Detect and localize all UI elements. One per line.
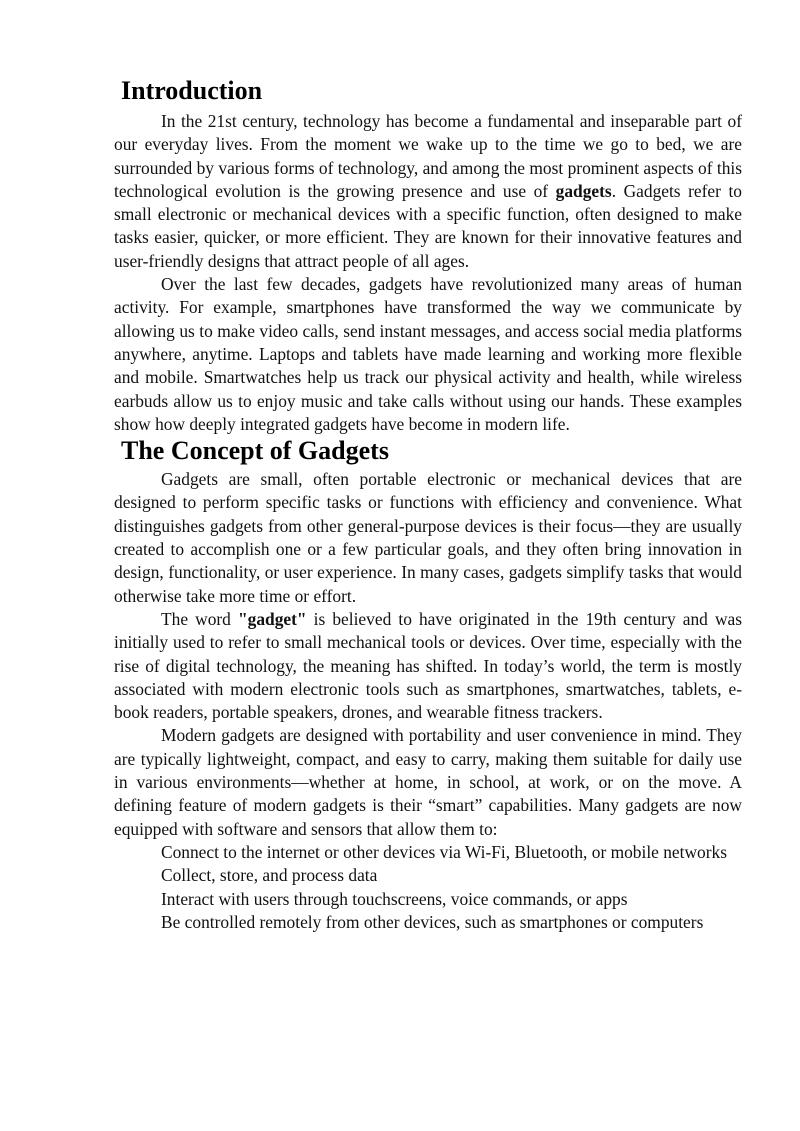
list-item: Be controlled remotely from other devices, such as smartphones or computers: [161, 911, 704, 932]
paragraph-text: is believed to have originated in the 19th century and was initially used to refer to small mechanical tools or devices. Over time, especially with the rise of digital technology, the meaning has shifted. In today’s world, the term is mostly associated with modern electronic tools such as smartphones, smartwatches, tablets, e-book readers, portable speakers, drones, and wearable fitness trackers.: [114, 608, 742, 723]
paragraph-intro-1: [114, 110, 742, 273]
paragraph-text: The word: [161, 608, 238, 629]
capability-list: [114, 841, 742, 934]
section-heading-concept-of-gadgets: The Concept of Gadgets: [121, 436, 389, 466]
paragraph-concept-3: Modern gadgets are designed with portability and user convenience in mind. They are typically lightweight, compact, and easy to carry, making them suitable for daily use in various environments—whether at home, in school, at work, or on the move. A defining feature of modern gadgets is their “smart” capabilities. Many gadgets are now equipped with software and sensors that allow them to:: [114, 725, 742, 839]
list-item: Interact with users through touchscreens, voice commands, or apps: [161, 888, 628, 909]
paragraph-text: In the 21st century, technology has become a fundamental and inseparable part of our everyday lives. From the moment we wake up to the time we go to bed, we are surrounded by various forms of technology, and among the most prominent aspects of this technological evolution is the growing presence and use of: [114, 111, 742, 201]
section-heading-introduction: Introduction: [121, 76, 263, 105]
paragraph-text: . Gadgets refer to small electronic or mechanical devices with a specific function, often designed to make tasks easier, quicker, or more efficient. They are known for their innovative features and user-friendly designs that attract people of all ages.: [114, 180, 742, 271]
list-item: Collect, store, and process data: [161, 865, 378, 886]
bold-term-gadget-quoted: "gadget": [237, 608, 307, 629]
bold-term-gadgets: gadgets: [555, 180, 612, 201]
paragraph-concept-2: [114, 608, 742, 724]
list-item: Connect to the internet or other devices via Wi-Fi, Bluetooth, or mobile networks: [161, 841, 727, 862]
paragraph-intro-2: Over the last few decades, gadgets have revolutionized many areas of human activity. For example, smartphones have transformed the way we communicate by allowing us to make video calls, send instant messages, and access social media platforms anywhere, anytime. Laptops and tablets have made learning and working more flexible and mobile. Smartwatches help us track our physical activity and health, while wireless earbuds allow us to enjoy music and take calls without using our hands. These examples show how deeply integrated gadgets have become in modern life.: [114, 274, 742, 434]
paragraph-concept-1: Gadgets are small, often portable electronic or mechanical devices that are designed to perform specific tasks or functions with efficiency and convenience. What distinguishes gadgets from other general-purpose devices is their focus—they are usually created to accomplish one or a few particular goals, and they often bring innovation in design, functionality, or user experience. In many cases, gadgets simplify tasks that would otherwise take more time or effort.: [114, 469, 742, 606]
document-page: [114, 74, 742, 934]
